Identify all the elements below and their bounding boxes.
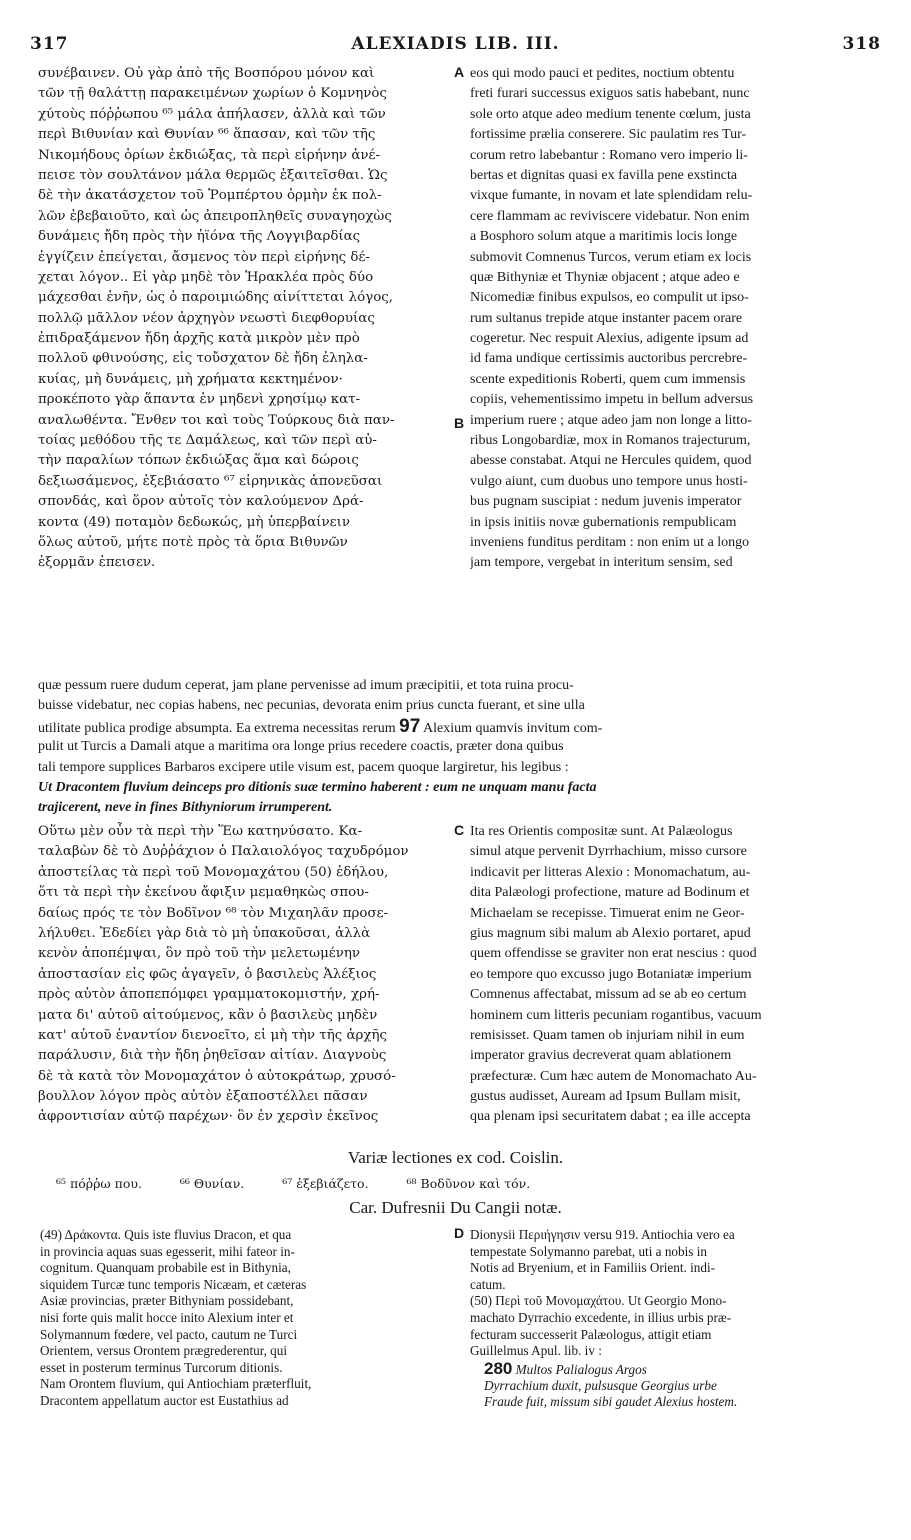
greek-text-line: βουλλον λόγον πρὸς αὐτὸν ἐξαποστέλλει πᾶσαν xyxy=(38,1089,368,1105)
note-line: catum. xyxy=(470,1276,506,1292)
greek-text-line: δὲ τὴν ἀκατάσχετον τοῦ Ῥομπέρτου ὁρμὴν ἐκ πολ- xyxy=(38,188,382,204)
greek-text-line: λήλυθει. Ἐδεδίει γὰρ διὰ τὸ μὴ ὑπακοῦσαι, ἀλλὰ xyxy=(38,925,371,941)
greek-text-line: πρὸς αὐτὸν ἀποπεπόμφει γραμματοκομιστήν, χρή- xyxy=(38,987,380,1003)
latin-text-line: præfecturæ. Cum hæc autem de Monomachato Au- xyxy=(470,1068,757,1084)
greek-column-bottom xyxy=(38,822,454,1128)
note-line: Solymannum fœdere, vel pacto, cautum ne Turci xyxy=(40,1326,298,1342)
note-line: Nam Orontem fluvium, qui Antiochiam præterfluit, xyxy=(40,1376,312,1392)
latin-full-width-paragraph xyxy=(38,676,876,819)
latin-text-line: inveniens funditus perditam : non enim ut a longo xyxy=(470,534,750,550)
variant-reading: ⁶⁵ πόῤῥω που. xyxy=(56,1176,142,1191)
latin-text-line: gustus audisset, Auream ad Ipsum Bullam misit, xyxy=(470,1089,741,1105)
latin-text-line: qua plenam ipsi securitatem dabat ; ea ille accepta xyxy=(470,1109,751,1125)
greek-text-line: σπονδάς, καὶ ὅρον αὐτοῖς τὸν καλούμενον Δρά- xyxy=(38,494,364,510)
margin-marker-b: B xyxy=(453,415,465,431)
greek-text-line: δυνάμεις ἤδη πρὸς τὴν ἠϊόνα τῆς Λογγιβαρδίας xyxy=(38,229,361,245)
latin-text-line: corum retro labebantur : Romano vero imperio li- xyxy=(470,147,748,163)
latin-text-line: jam tempore, vergebat in interitum sensim, sed xyxy=(470,555,733,571)
text-line: buisse videbatur, nec copias habens, nec pecunias, devorata enim prius cuncta fuerant, et sine ulla xyxy=(38,698,585,714)
greek-text-line: τοίας μεθόδου τῆς τε Δαμάλεως, καὶ τῶν περὶ αὐ- xyxy=(38,433,377,449)
greek-text-line: δαίως πρός τε τὸν Βοδῖνον ⁶⁸ τὸν Μιχαηλᾶν προσε- xyxy=(38,905,389,921)
greek-text-line: προκέποτο γὰρ ἅπαντα ἐν μηδενὶ χρησίμῳ κατ- xyxy=(38,392,361,408)
note-line: tempestate Solymanno parebat, uti a nobis in xyxy=(470,1243,707,1259)
page-number-left: 317 xyxy=(30,34,69,54)
greek-text-line: ἀφροντισίαν αὐτῷ παρέχων· ὃν ἐν χερσὶν ἐκεῖνος xyxy=(38,1109,379,1125)
greek-text-line: Νικομήδους ὁρίων ἐκδιώξας, τὰ περὶ εἰρήνην ἀνέ- xyxy=(38,147,380,163)
latin-text-line: submovit Comnenus Turcos, verum etiam ex locis xyxy=(470,249,752,265)
text-line: tali tempore supplices Barbaros excipere utile visum est, pacem quoque largiretur, his legibus : xyxy=(38,759,569,775)
greek-text-line: κοντα (49) ποταμὸν δεδωκώς, μὴ ὑπερβαίνειν xyxy=(38,514,351,530)
latin-text-line: Michaelam se recepisse. Timuerat enim ne Geor- xyxy=(470,905,745,921)
latin-text-line: imperium ruere ; atque adeo jam non longe a litto- xyxy=(470,412,752,428)
latin-text-line: copiis, vehementissimo impetu in bellum adversus xyxy=(470,392,754,408)
latin-text-line: bus pugnam suscipiat : nedum juvenis imperator xyxy=(470,494,742,510)
latin-text-line: vulgo aiunt, cum duobus uno tempore unus hosti- xyxy=(470,473,748,489)
greek-text-line: τὴν παραλίων τόπων ἐκδιώξας ἅμα καὶ δώροις xyxy=(38,453,359,469)
margin-marker-d: D xyxy=(453,1225,465,1241)
greek-text-line: κατ' αὐτοῦ ἐναντίον διενοεῖτο, εἰ μὴ τὴν τῆς ἀρχῆς xyxy=(38,1027,388,1043)
note-line: machato Dyrrachio excedente, in illius urbis præ- xyxy=(470,1309,732,1325)
note-line: Orientem, versus Orontem prægrederentur, qui xyxy=(40,1343,288,1359)
note-line: siquidem Turcæ tunc temporis Nicæam, et cæteras xyxy=(40,1276,307,1292)
poem-block xyxy=(484,1361,876,1411)
poem-line: Dyrrachium duxit, pulsusque Georgius urbe xyxy=(484,1377,717,1393)
greek-text-line: μάχεσθαι ἐνῆν, ὡς ὁ παροιμιώδης αἰνίττεται λόγος, xyxy=(38,290,394,306)
greek-text-line: περὶ Βιθυνίαν καὶ Θυνίαν ⁶⁶ ἅπασαν, καὶ τῶν τῆς xyxy=(38,127,376,143)
greek-text-line: ματα δι' αὐτοῦ αἰτούμενος, κἂν ὁ βασιλεὺς μηδὲν xyxy=(38,1007,378,1023)
notes-right-column xyxy=(470,1227,875,1360)
variae-lectiones-title: Variæ lectiones ex cod. Coislin. xyxy=(347,1148,564,1167)
note-line: cognitum. Quanquam probabile est in Bithynia, xyxy=(40,1260,291,1276)
latin-text-line: rum sultanus trepide atque instanter pacem orare xyxy=(470,310,743,326)
greek-text-line: λῶν ἐβεβαιοῦτο, καὶ ὡς ἀπειροπληθεῖς συναγηοχὼς xyxy=(38,208,392,224)
text-line: trajicerent, neve in fines Bithyniorum irrumperent. xyxy=(38,800,333,816)
latin-text-line: Comnenus affectabat, missum ad se ab eo certum xyxy=(470,987,747,1003)
greek-text-line: αναλωθέντα. Ἔνθεν τοι καὶ τοὺς Τούρκους διὰ παν- xyxy=(38,412,395,428)
latin-text-line: id fama undique certissimis auctoribus percrebre- xyxy=(470,351,748,367)
latin-text-line: bertas et dignitas quasi ex favilla pene exstincta xyxy=(470,167,738,183)
note-line: esset in posterum terminus Turcorum ditionis. xyxy=(40,1359,283,1375)
greek-text-line: ἐξορμᾶν ἐπεισεν. xyxy=(38,555,156,571)
text-line: utilitate publica prodige absumpta. Ea extrema necessitas rerum 97 Alexium quamvis invitum com- xyxy=(38,716,603,737)
poem-line: Fraude fuit, missum sibi gaudet Alexius hostem. xyxy=(484,1394,738,1410)
greek-text-line: χεται λόγον.. Εἰ γὰρ μηδὲ τὸν Ἡρακλέα πρὸς δύο xyxy=(38,269,374,285)
latin-text-line: Nicomediæ finibus expulsos, eo compulit ut ipso- xyxy=(470,290,749,306)
latin-text-line: sole orto atque adeo medium tenente cœlum, justa xyxy=(470,106,751,122)
latin-text-line: abesse constabat. Atqui ne Hercules quidem, quod xyxy=(470,453,752,469)
latin-text-line: gius magnum sibi malum ab Alexio portaret, apud xyxy=(470,925,751,941)
greek-text-line: ἀποστασίαν εἰς φῶς ἀγαγεῖν, ὁ βασιλεὺς Ἀλέξιος xyxy=(38,966,377,982)
latin-text-line: quem offendisse se graviter non erat nescius : quod xyxy=(470,946,757,962)
greek-text-line: δεξιωσάμενος, ἐξεβιάσατο ⁶⁷ εἰρηνικὰς ἀπονεῦσαι xyxy=(38,473,383,489)
latin-text-line: remisisset. Quam tamen ob injuriam nihil in eum xyxy=(470,1027,745,1043)
greek-text-line: τῶν τῇ θαλάττῃ παρακειμένων χωρίων ὁ Κομνηνὸς xyxy=(38,86,387,102)
greek-text-line: ἐπιδραξάμενον ἤδη ἀρχῆς κατὰ μικρὸν μὲν πρὸ xyxy=(38,331,360,347)
text-line: quæ pessum ruere dudum ceperat, jam plane pervenisse ad imum præcipitii, et tota ruina procu- xyxy=(38,678,574,693)
greek-text-line: ἀποστείλας τὰ περὶ τοῦ Μονομαχάτου (50) ἐδήλου, xyxy=(38,864,389,880)
note-line: (49) Δράκοντα. Quis iste fluvius Dracon, et qua xyxy=(40,1227,292,1242)
notae-title: Car. Dufresnii Du Cangii notæ. xyxy=(349,1198,562,1217)
latin-text-line: quæ Bithyniæ et Thyniæ objacent ; atque adeo e xyxy=(470,269,740,285)
greek-text-line: δὲ τὰ κατὰ τὸν Μονομαχάτον ὁ αὐτοκράτωρ, χρυσό- xyxy=(38,1068,396,1084)
greek-text-line: Οὕτω μὲν οὖν τὰ περὶ τὴν Ἕω κατηνύσατο. Κα- xyxy=(38,824,363,839)
text-line: Ut Dracontem fluvium deinceps pro ditionis suæ termino haberent : eum ne unquam manu facta xyxy=(38,779,597,795)
latin-text-line: ribus Longobardiæ, mox in Romanos trajecturum, xyxy=(470,433,751,449)
note-line: (50) Περὶ τοῦ Μονομαχάτου. Ut Georgio Mono- xyxy=(470,1293,727,1309)
latin-text-line: hominem cum litteris pecuniam rogantibus, vacuum xyxy=(470,1007,762,1023)
margin-marker-c: C xyxy=(453,822,465,838)
greek-text-line: πολλῷ μᾶλλον νέον ἀρχηγὸν νεωστὶ διεφθορυίας xyxy=(38,310,375,326)
latin-text-line: eo tempore quo excusso jugo Botaniatæ imperium xyxy=(470,966,752,982)
poem-line: 280 Multos Palialogus Argos xyxy=(484,1361,647,1378)
note-line: nisi forte quis malit hocce inito Alexium inter et xyxy=(40,1309,294,1325)
latin-text-line: eos qui modo pauci et pedites, noctium obtentu xyxy=(470,66,735,81)
margin-marker-a: A xyxy=(453,64,465,80)
variant-reading: ⁶⁷ ἐξεβιάζετο. xyxy=(282,1176,369,1191)
greek-text-line: ἐγγίζειν ἐπείγεται, ἄσμενος τὸν περὶ εἰρήνης δέ- xyxy=(38,249,370,265)
greek-text-line: κενὸν ἀποπέμψαι, ὃν πρὸ τοῦ τὴν μελετωμένην xyxy=(38,946,361,962)
latin-text-line: vixque fumante, in novam et late splendidam relu- xyxy=(470,188,753,204)
greek-text-line: ὅλως αὐτοῦ, μήτε ποτὲ πρὸς τὰ ὅρια Βιθυνῶν xyxy=(38,534,348,550)
greek-text-line: ὅτι τὰ περὶ τὴν ἐκείνου ἄφιξιν μεμαθηκὼς σπου- xyxy=(38,885,369,901)
note-line: Asiæ provincias, præter Bithyniam possidebant, xyxy=(40,1293,294,1309)
running-title: ALEXIADIS LIB. III. xyxy=(351,34,560,54)
greek-text-line: χύτοὺς πόῤῥωπου ⁶⁵ μάλα ἀπήλασεν, ἀλλὰ καὶ τῶν xyxy=(38,106,386,122)
note-line: Guillelmus Apul. lib. iv : xyxy=(470,1343,602,1359)
greek-text-line: παράλυσιν, διὰ τὴν ἤδη ῥηθεῖσαν αἰτίαν. Διαγνοὺς xyxy=(38,1048,387,1064)
latin-text-line: Ita res Orientis compositæ sunt. At Palæologus xyxy=(470,824,733,839)
note-line: Dionysii Περιήγησιν versu 919. Antiochia vero ea xyxy=(470,1227,735,1242)
greek-text-line: πολλοῦ φθινούσης, εἰς τοὔσχατον δὲ ἤδη ἐληλα- xyxy=(38,351,368,367)
latin-column-top xyxy=(470,64,875,574)
text-line: pulit ut Turcis a Damali atque a maritima ora longe prius recedere coactis, præter dona quibus xyxy=(38,739,564,755)
page-header xyxy=(30,34,881,58)
greek-text-line: ταλαβὼν δὲ τὸ Δυῤῥάχιον ὁ Παλαιολόγος ταχυδρόμον xyxy=(38,844,409,860)
latin-text-line: fortissime prælia conserere. Sic paulatim res Tur- xyxy=(470,127,747,143)
notes-left-column xyxy=(40,1227,448,1410)
latin-text-line: simul atque pervenit Dyrrhachium, misso cursore xyxy=(470,844,747,860)
page-number-right: 318 xyxy=(842,34,881,54)
greek-text-line: πεισε τὸν σουλτάνον μάλα θερμῶς ἐξαιτεῖσθαι. Ὡς xyxy=(38,167,388,183)
latin-text-line: cogeretur. Nec respuit Alexius, adigente ipsum ad xyxy=(470,331,749,347)
latin-text-line: cere flammam ac reviviscere videbatur. Non enim xyxy=(470,208,750,224)
note-line: Notis ad Bryenium, et in Familiis Orient. indi- xyxy=(470,1260,716,1276)
variant-reading: ⁶⁶ Θυνίαν. xyxy=(179,1176,245,1191)
latin-text-line: scente expeditionis Roberti, quem cum immensis xyxy=(470,371,746,387)
greek-text-line: συνέβαινεν. Οὐ γὰρ ἀπὸ τῆς Βοσπόρου μόνον καὶ xyxy=(38,66,375,81)
latin-text-line: in ipsis initiis novæ gubernationis rempublicam xyxy=(470,514,737,530)
latin-text-line: dita Palæologi profectione, mature ad Bodinum et xyxy=(470,885,750,901)
latin-text-line: indicavit per litteras Alexio : Monomachatum, au- xyxy=(470,864,751,880)
greek-text-line: κυίας, μὴ δυνάμεις, μὴ χρήματα κεκτημένον· xyxy=(38,371,343,387)
note-line: fecturam successerit Palæologus, attigit etiam xyxy=(470,1326,712,1342)
greek-column-top xyxy=(38,64,454,574)
variae-lectiones-list xyxy=(56,1176,876,1191)
poem-line-number: 280 xyxy=(484,1361,513,1378)
note-line: Dracontem appellatum auctor est Eustathius ad xyxy=(40,1392,289,1408)
variant-reading: ⁶⁸ Βοδῦνον καὶ τόν. xyxy=(406,1176,531,1191)
margin-number-97: 97 xyxy=(399,716,421,737)
note-line: in provincia aquas suas egesserit, mihi fateor in- xyxy=(40,1243,295,1259)
latin-column-bottom xyxy=(470,822,875,1128)
latin-text-line: imperator gravius decreverat quam ablationem xyxy=(470,1048,732,1064)
latin-text-line: a Bosphoro solum atque a maritimis locis longe xyxy=(470,229,738,245)
latin-text-line: freti furari successus exiguos satis habebant, nunc xyxy=(470,86,750,102)
